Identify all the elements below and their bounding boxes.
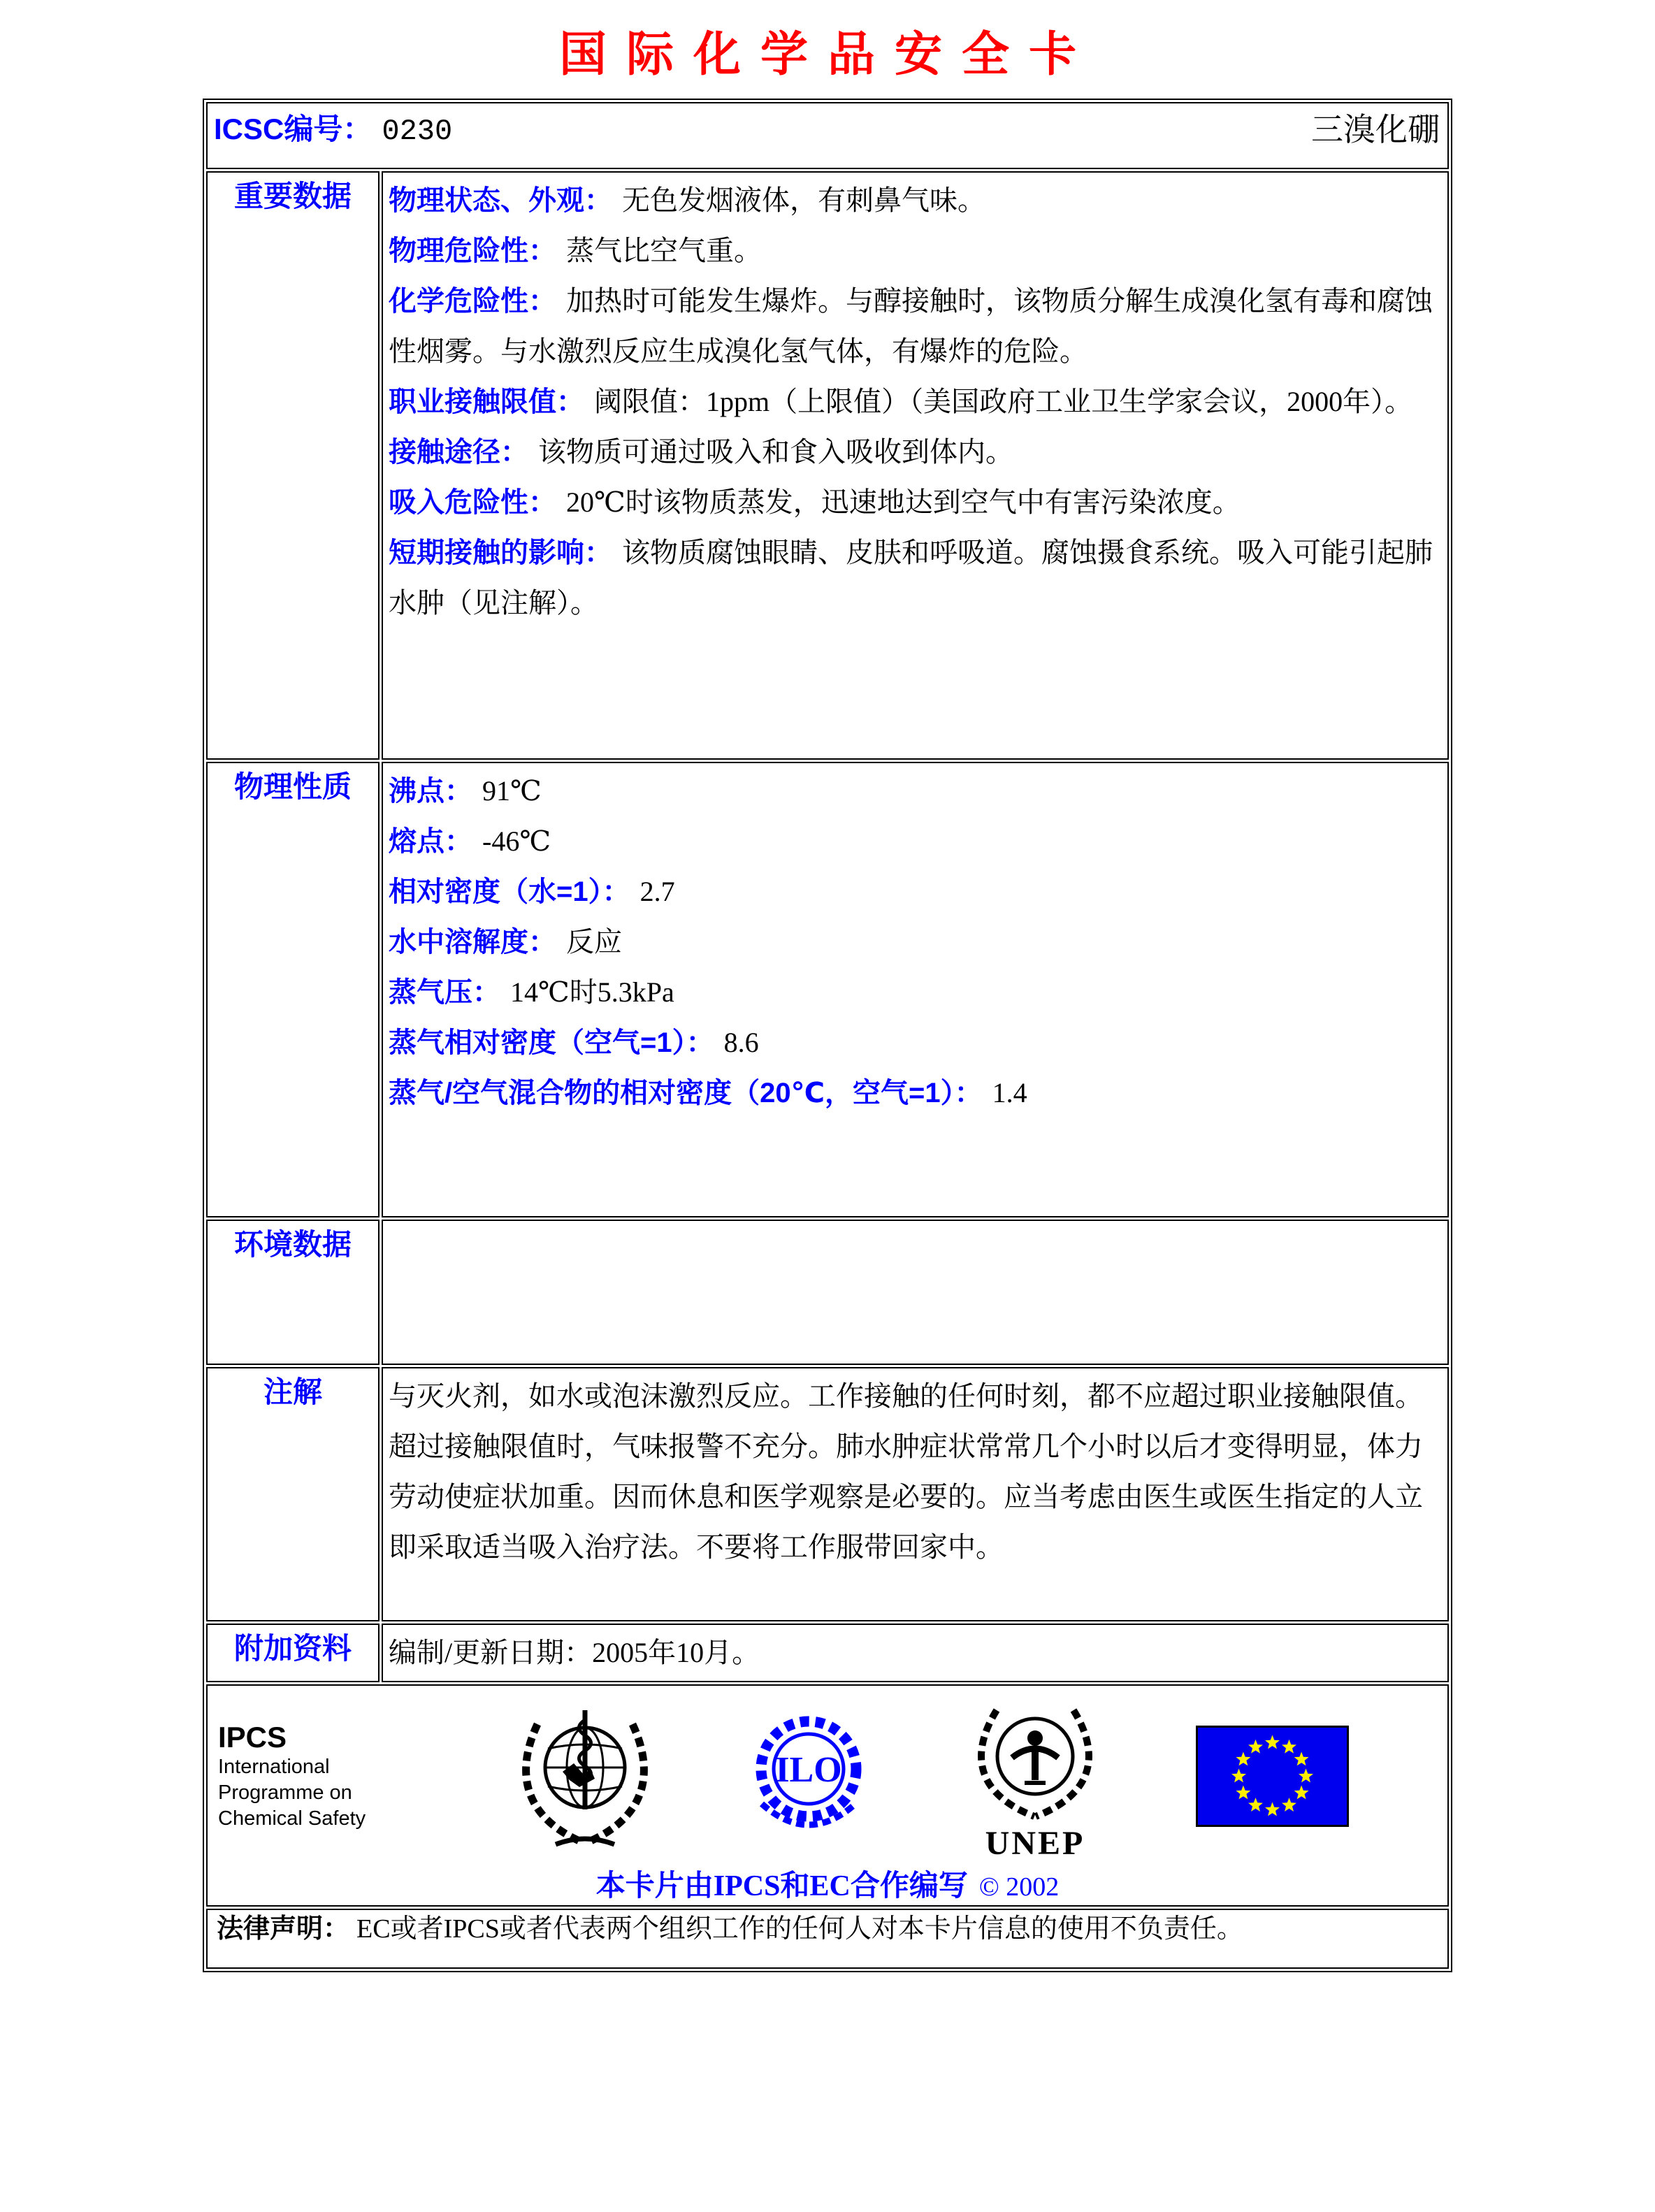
field-vapor-air-mixture-density-label: 蒸气/空气混合物的相对密度（20℃，空气=1）： — [389, 1078, 983, 1108]
physical-properties-content — [382, 762, 1449, 1217]
icsc-number-label: ICSC编号： — [214, 113, 373, 145]
field-vapor-pressure-value: 14℃时5.3kPa — [510, 976, 674, 1008]
ipcs-wordmark — [218, 1721, 428, 1832]
section-row-environmental-data — [206, 1220, 1449, 1365]
section-label-environmental-data: 环境数据 — [206, 1220, 380, 1365]
field-vapor-pressure-label: 蒸气压： — [389, 977, 500, 1008]
section-row-additional-info — [206, 1624, 1449, 1682]
field-water-solubility-label: 水中溶解度： — [389, 927, 556, 957]
field-vapor-relative-density — [389, 1018, 1439, 1068]
important-data-content — [382, 171, 1449, 760]
legal-disclaimer-text: EC或者IPCS或者代表两个组织工作的任何人对本卡片信息的使用不负责任。 — [356, 1914, 1243, 1944]
eu-flag-icon — [1196, 1726, 1349, 1827]
section-label-physical-properties: 物理性质 — [206, 762, 380, 1217]
ipcs-subtitle-line2: Programme on — [218, 1781, 352, 1804]
header-content — [208, 104, 1447, 150]
field-physical-hazard — [389, 226, 1439, 276]
field-melting-point — [389, 816, 1439, 867]
legal-disclaimer-cell — [206, 1909, 1449, 1969]
ipcs-subtitle-line1: International — [218, 1755, 330, 1778]
page-title: 国际化学品安全卡 — [558, 28, 1096, 81]
field-relative-density — [389, 867, 1439, 917]
field-physical-state — [389, 175, 1439, 226]
field-inhalation-risk-value: 20℃时该物质蒸发，迅速地达到空气中有害污染浓度。 — [566, 486, 1241, 518]
credit-line — [208, 1863, 1447, 1904]
logos-cell — [206, 1684, 1449, 1907]
icsc-number-value: 0230 — [382, 115, 453, 148]
legal-disclaimer-label: 法律声明： — [217, 1914, 350, 1944]
logos-row — [206, 1684, 1449, 1907]
field-occupational-limit — [389, 377, 1439, 427]
additional-info-text: 编制/更新日期：2005年10月。 — [389, 1637, 760, 1668]
field-vapor-relative-density-label: 蒸气相对密度（空气=1）： — [389, 1027, 714, 1058]
section-label-notes: 注解 — [206, 1367, 380, 1621]
notes-content — [382, 1367, 1449, 1621]
field-inhalation-risk-label: 吸入危险性： — [389, 487, 556, 518]
field-exposure-routes — [389, 427, 1439, 477]
field-water-solubility — [389, 917, 1439, 967]
unep-label: UNEP — [985, 1825, 1085, 1860]
field-physical-state-value: 无色发烟液体，有刺鼻气味。 — [622, 185, 985, 216]
field-vapor-pressure — [389, 967, 1439, 1018]
field-exposure-routes-value: 该物质可通过吸入和食入吸收到体内。 — [538, 436, 1013, 468]
ilo-label: ILO — [774, 1749, 842, 1790]
field-inhalation-risk — [389, 477, 1439, 528]
field-chemical-hazard-label: 化学危险性： — [389, 286, 556, 317]
field-relative-density-value: 2.7 — [639, 876, 675, 907]
field-physical-hazard-value: 蒸气比空气重。 — [566, 235, 762, 266]
section-row-notes — [206, 1367, 1449, 1621]
field-chemical-hazard-value: 加热时可能发生爆炸。与醇接触时，该物质分解生成溴化氢有毒和腐蚀性烟雾。与水激烈反应生成溴化氢气体，有爆炸的危险。 — [389, 285, 1433, 367]
section-label-important-data: 重要数据 — [206, 171, 380, 760]
field-melting-point-value: -46℃ — [482, 825, 551, 857]
section-row-physical-properties — [206, 762, 1449, 1217]
header-cell — [206, 102, 1449, 169]
ilo-logo — [742, 1705, 875, 1848]
header-row — [206, 102, 1449, 169]
logos-strip — [208, 1686, 1447, 1860]
field-occupational-limit-value: 阈限值：1ppm（上限值）（美国政府工业卫生学家会议，2000年）。 — [594, 386, 1413, 417]
credit-text: 本卡片由IPCS和EC合作编写 — [595, 1870, 968, 1902]
icsc-number-group — [214, 106, 452, 148]
field-physical-hazard-label: 物理危险性： — [389, 236, 556, 266]
field-melting-point-label: 熔点： — [389, 826, 472, 857]
field-vapor-relative-density-value: 8.6 — [723, 1027, 759, 1058]
section-row-important-data — [206, 171, 1449, 760]
field-exposure-routes-label: 接触途径： — [389, 437, 528, 468]
icsc-card-table — [203, 99, 1452, 1972]
field-water-solubility-value: 反应 — [566, 926, 622, 957]
chemical-name: 三溴化硼 — [1311, 112, 1440, 147]
legal-disclaimer — [208, 1911, 1447, 1947]
environmental-data-content — [382, 1220, 1449, 1365]
ipcs-title: IPCS — [218, 1720, 287, 1754]
unep-logo — [962, 1692, 1108, 1860]
additional-info-content — [382, 1624, 1449, 1682]
field-physical-state-label: 物理状态、外观： — [389, 185, 612, 216]
field-boiling-point-value: 91℃ — [482, 775, 542, 807]
field-short-term-effects-value: 该物质腐蚀眼睛、皮肤和呼吸道。腐蚀摄食系统。吸入可能引起肺水肿（见注解）。 — [389, 537, 1433, 619]
section-label-additional-info: 附加资料 — [206, 1624, 380, 1682]
field-boiling-point — [389, 766, 1439, 816]
field-occupational-limit-label: 职业接触限值： — [389, 386, 584, 417]
field-short-term-effects — [389, 528, 1439, 628]
footer-row — [206, 1909, 1449, 1969]
field-chemical-hazard — [389, 276, 1439, 377]
field-short-term-effects-label: 短期接触的影响： — [389, 537, 612, 568]
who-logo — [515, 1699, 655, 1853]
field-boiling-point-label: 沸点： — [389, 776, 472, 807]
notes-text: 与灭火剂，如水或泡沫激烈反应。工作接触的任何时刻，都不应超过职业接触限值。超过接触限值时，气味报警不充分。肺水肿症状常常几个小时以后才变得明显，体力劳动使症状加重。因而休息和医学观察是必要的。应当考虑由医生或医生指定的人立即采取适当吸入治疗法。不要将工作服带回家中。 — [389, 1380, 1423, 1563]
ipcs-subtitle-line3: Chemical Safety — [218, 1807, 366, 1830]
field-vapor-air-mixture-density-value: 1.4 — [992, 1077, 1027, 1108]
field-relative-density-label: 相对密度（水=1）： — [389, 876, 630, 907]
field-vapor-air-mixture-density — [389, 1068, 1439, 1118]
copyright-text: © 2002 — [978, 1872, 1060, 1902]
